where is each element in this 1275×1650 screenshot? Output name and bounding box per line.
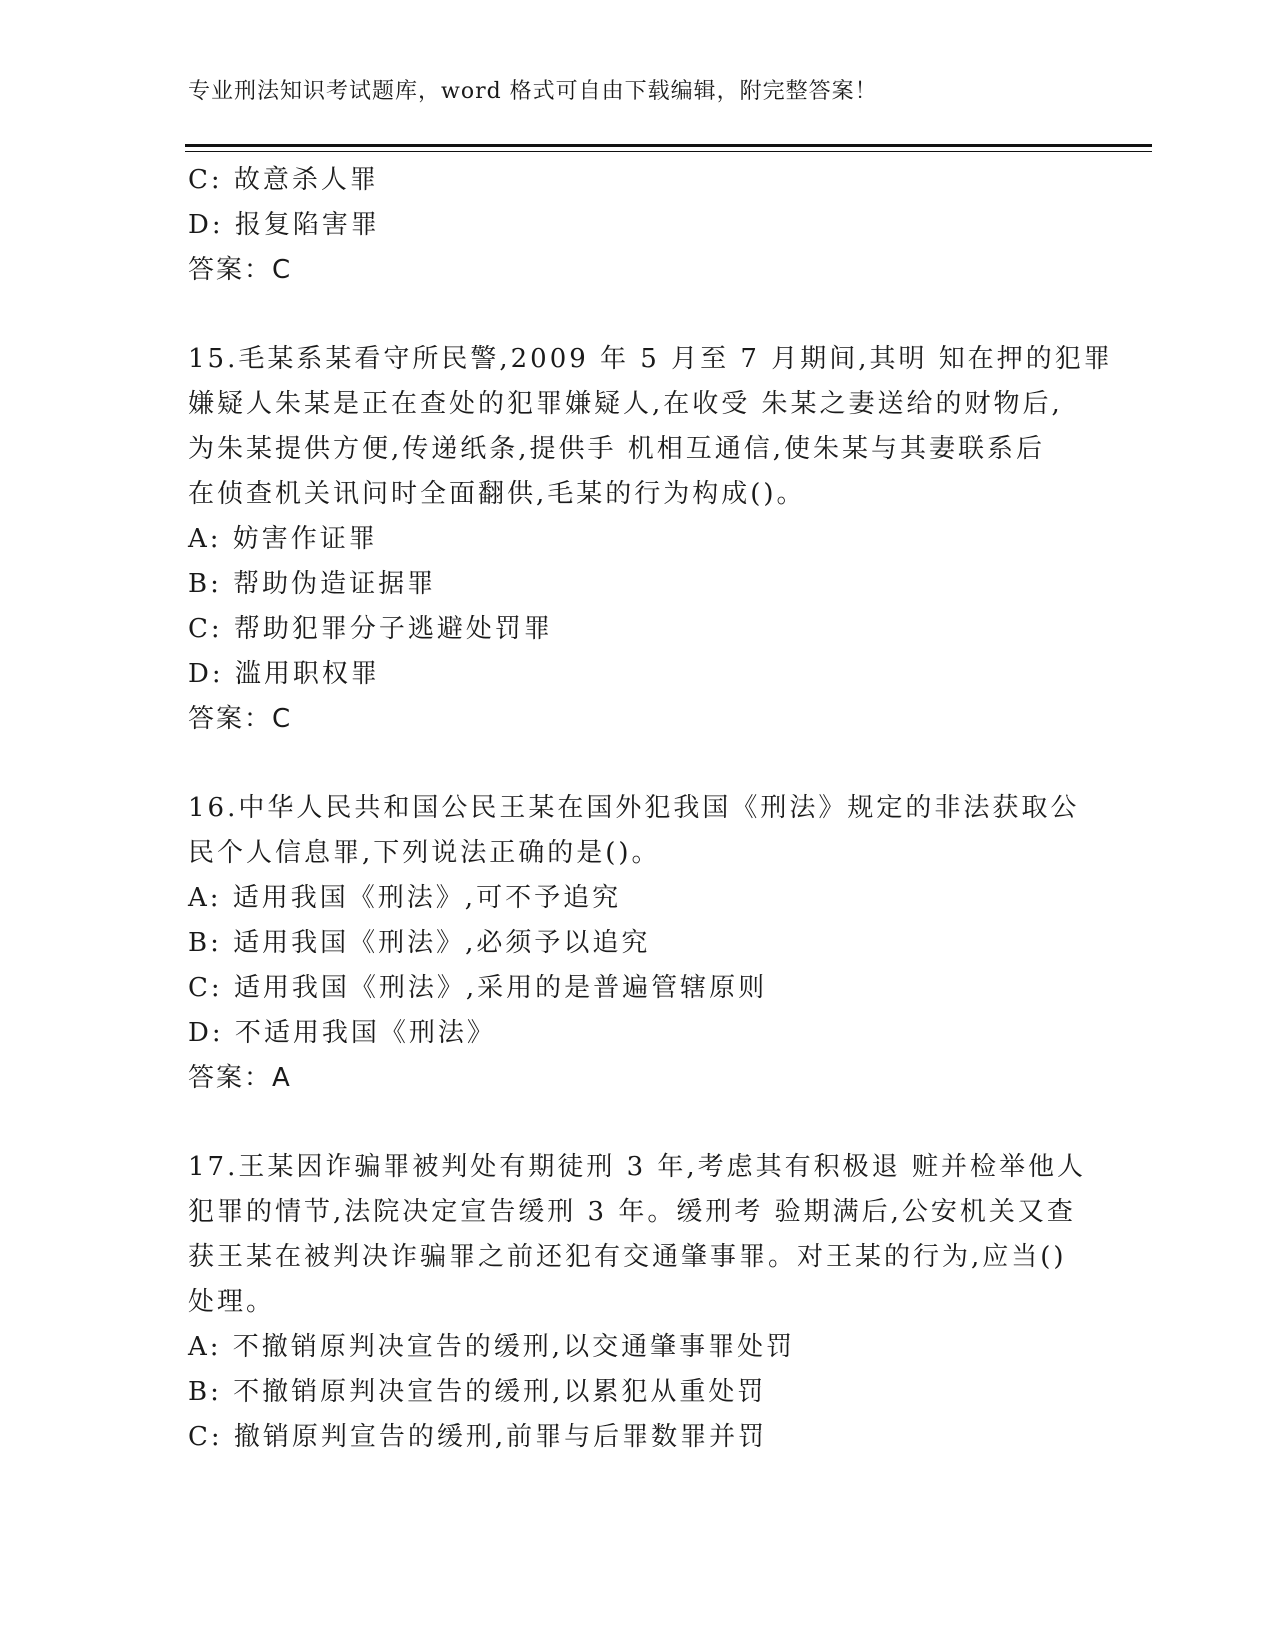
question-stem-line: 犯罪的情节,法院决定宣告缓刑 3 年。缓刑考 验期满后,公安机关又查 xyxy=(188,1197,1076,1227)
answer: 答案：C xyxy=(188,704,293,734)
question-content xyxy=(188,158,1113,1460)
option-b: B: 适用我国《刑法》,必须予以追究 xyxy=(188,928,651,958)
option-a: A: 妨害作证罪 xyxy=(188,524,378,554)
question-stem-line: 17.王某因诈骗罪被判处有期徒刑 3 年,考虑其有积极退 赃并检举他人 xyxy=(188,1152,1086,1182)
option-c: C: 故意杀人罪 xyxy=(188,165,379,195)
option-b: B: 不撤销原判决宣告的缓刑,以累犯从重处罚 xyxy=(188,1377,767,1407)
question-17 xyxy=(188,1145,1088,1460)
question-stem-line: 15.毛某系某看守所民警,2009 年 5 月至 7 月期间,其明 知在押的犯罪 xyxy=(188,344,1113,374)
header-rule-thin xyxy=(185,151,1152,152)
option-c: C: 适用我国《刑法》,采用的是普遍管辖原则 xyxy=(188,973,768,1003)
question-stem-line: 处理。 xyxy=(188,1287,276,1317)
spacer xyxy=(188,293,1088,337)
question-stem-line: 获王某在被判决诈骗罪之前还犯有交通肇事罪。对王某的行为,应当() xyxy=(188,1242,1067,1272)
question-stem-line: 为朱某提供方便,传递纸条,提供手 机相互通信,使朱某与其妻联系后 xyxy=(188,434,1046,464)
question-16 xyxy=(188,786,1088,1101)
question-14-tail xyxy=(188,158,1088,293)
option-c: C: 撤销原判宣告的缓刑,前罪与后罪数罪并罚 xyxy=(188,1422,768,1452)
question-stem-line: 16.中华人民共和国公民王某在国外犯我国《刑法》规定的非法获取公 xyxy=(188,793,1080,823)
spacer xyxy=(188,1101,1088,1145)
question-stem-line: 民个人信息罪,下列说法正确的是()。 xyxy=(188,838,661,868)
question-stem-line: 嫌疑人朱某是正在查处的犯罪嫌疑人,在收受 朱某之妻送给的财物后, xyxy=(188,389,1063,419)
option-d: D: 报复陷害罪 xyxy=(188,210,380,240)
answer: 答案：C xyxy=(188,255,293,285)
question-15 xyxy=(188,337,1113,742)
option-d: D: 不适用我国《刑法》 xyxy=(188,1018,496,1048)
option-a: A: 不撤销原判决宣告的缓刑,以交通肇事罪处罚 xyxy=(188,1332,796,1362)
option-d: D: 滥用职权罪 xyxy=(188,659,380,689)
answer: 答案：A xyxy=(188,1063,292,1093)
question-stem-line: 在侦查机关讯问时全面翻供,毛某的行为构成()。 xyxy=(188,479,806,509)
option-a: A: 适用我国《刑法》,可不予追究 xyxy=(188,883,622,913)
spacer xyxy=(188,742,1088,786)
option-b: B: 帮助伪造证据罪 xyxy=(188,569,437,599)
option-c: C: 帮助犯罪分子逃避处罚罪 xyxy=(188,614,553,644)
header-rule-thick xyxy=(185,144,1152,147)
page-header: 专业刑法知识考试题库，word 格式可自由下载编辑，附完整答案！ xyxy=(188,79,878,104)
